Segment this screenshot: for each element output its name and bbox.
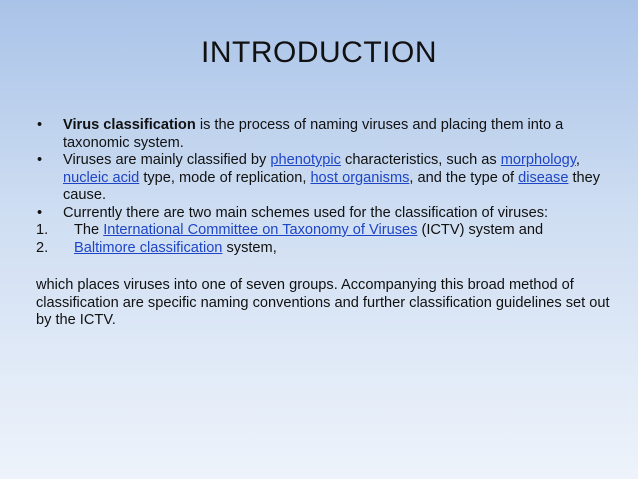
bullet-text: characteristics, such as [340,152,501,168]
bullet-text: , and the type of [409,169,519,186]
bullet-text: Currently there are two main schemes used for the classification of viruses: [63,204,549,221]
item-text: system, [222,239,277,256]
link-phenotypic[interactable]: phenotypic [270,152,341,168]
bullet-schemes [36,205,618,223]
link-baltimore-classification[interactable]: Baltimore classification [74,239,223,256]
slide-title: INTRODUCTION [201,36,437,69]
spacer [36,257,618,277]
closing-paragraph: which places viruses into one of seven groups. Accompanying this broad method of classification are specific naming conventions and further classification guidelines set out by the ICTV. [36,277,610,328]
link-morphology[interactable]: morphology [500,152,576,168]
item-text: The [74,222,104,238]
bullet-text: they cause. [63,169,601,203]
slide-body [36,117,618,330]
bullet-text: type, mode of replication, [139,169,311,186]
bullet-text: is the process of naming viruses and placing them into a taxonomic system. [63,117,564,151]
item-number: 2. [36,239,49,256]
bullet-dot: • [37,117,43,133]
link-disease[interactable]: disease [518,169,569,186]
bullet-virus-classification [36,117,618,152]
bullet-dot: • [37,204,43,221]
bullet-text: , [575,152,580,168]
numbered-item-ictv [36,222,618,240]
link-nucleic-acid[interactable]: nucleic acid [63,169,140,186]
bullet-text: Viruses are mainly classified by [63,152,271,168]
item-text: (ICTV) system and [417,222,544,238]
numbered-item-baltimore [36,240,618,258]
link-host-organisms[interactable]: host organisms [310,169,410,186]
link-ictv[interactable]: International Committee on Taxonomy of Viruses [103,222,418,238]
item-number: 1. [36,222,49,238]
bullet-phenotypic [36,152,618,205]
term-virus-classification: Virus classification [63,117,196,133]
bullet-dot: • [37,152,43,168]
